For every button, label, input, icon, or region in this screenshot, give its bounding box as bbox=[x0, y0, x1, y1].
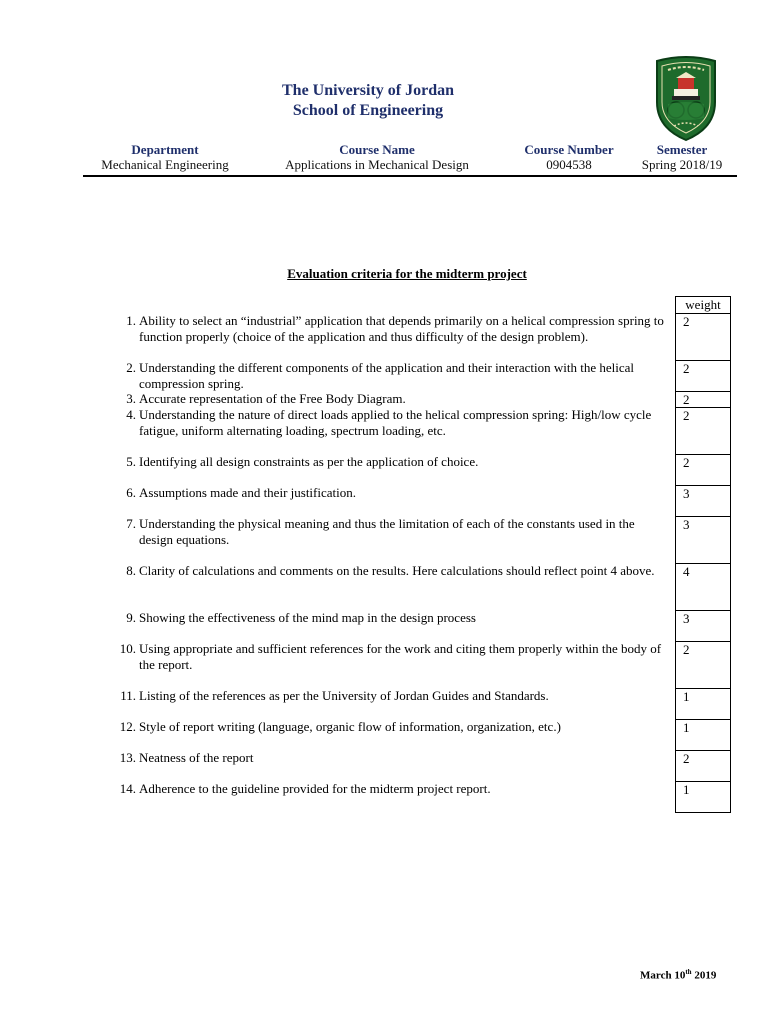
weight-cell-9: 3 bbox=[676, 610, 730, 641]
university-shield-logo bbox=[654, 56, 718, 142]
criterion-number: 13. bbox=[119, 750, 136, 765]
weight-cell-6: 3 bbox=[676, 485, 730, 516]
criterion-number: 7. bbox=[126, 516, 136, 531]
date-month: March bbox=[640, 969, 672, 982]
criterion-text: Accurate representation of the Free Body Diagram. bbox=[139, 391, 406, 406]
department-column bbox=[90, 142, 240, 172]
criterion-number: 14. bbox=[119, 781, 136, 796]
criterion-text: Clarity of calculations and comments on the results. Here calculations should reflect point 4 above. bbox=[139, 563, 655, 578]
weight-cell-5: 2 bbox=[676, 454, 730, 485]
weight-cell-13: 2 bbox=[676, 750, 730, 781]
university-name: The University of Jordan bbox=[282, 82, 454, 99]
criterion-text: Adherence to the guideline provided for the midterm project report. bbox=[139, 781, 491, 796]
criterion-number: 3. bbox=[126, 391, 136, 406]
criterion-number: 9. bbox=[126, 610, 136, 625]
course-name-value: Applications in Mechanical Design bbox=[285, 157, 469, 172]
date-day: 10 bbox=[674, 969, 686, 982]
school-name: School of Engineering bbox=[292, 102, 444, 119]
course-number-column bbox=[517, 142, 621, 172]
criterion-text: Using appropriate and sufficient references for the work and citing them properly within the body of the report. bbox=[139, 641, 662, 672]
weight-cell-7: 3 bbox=[676, 516, 730, 563]
weight-cell-1: 2 bbox=[676, 313, 730, 360]
weight-cell-4: 2 bbox=[676, 407, 730, 454]
weight-cell-10: 2 bbox=[676, 641, 730, 688]
weight-cell-2: 2 bbox=[676, 360, 730, 391]
weight-table bbox=[675, 296, 731, 813]
criterion-text: Listing of the references as per the University of Jordan Guides and Standards. bbox=[139, 688, 549, 703]
criterion-text: Identifying all design constraints as per the application of choice. bbox=[139, 454, 479, 469]
course-name-heading: Course Name bbox=[339, 142, 415, 157]
criterion-number: 5. bbox=[126, 454, 136, 469]
criterion-text: Understanding the nature of direct loads applied to the helical compression spring: High/low cycle fatigue, uniform alternating loading, spectrum loading, etc. bbox=[139, 407, 652, 438]
criterion-number: 11. bbox=[120, 688, 136, 703]
document-title: Evaluation criteria for the midterm project bbox=[287, 266, 527, 281]
course-name-column bbox=[272, 142, 482, 172]
header-divider bbox=[83, 175, 737, 177]
semester-heading: Semester bbox=[656, 142, 708, 157]
criterion-text: Style of report writing (language, organic flow of information, organization, etc.) bbox=[139, 719, 561, 734]
course-number-heading: Course Number bbox=[524, 142, 614, 157]
criterion-number: 12. bbox=[119, 719, 136, 734]
criterion-text: Assumptions made and their justification. bbox=[139, 485, 356, 500]
semester-value: Spring 2018/19 bbox=[641, 157, 723, 172]
document-date bbox=[640, 966, 716, 983]
department-value: Mechanical Engineering bbox=[101, 157, 229, 172]
criterion-number: 10. bbox=[119, 641, 136, 656]
criterion-number: 4. bbox=[126, 407, 136, 422]
date-suffix: th bbox=[685, 968, 692, 976]
weight-cell-14: 1 bbox=[676, 781, 730, 812]
criterion-number: 6. bbox=[126, 485, 136, 500]
criterion-text: Understanding the physical meaning and thus the limitation of each of the constants used in the design equations. bbox=[139, 516, 635, 547]
weight-header: weight bbox=[685, 297, 721, 312]
criterion-text: Neatness of the report bbox=[139, 750, 254, 765]
department-heading: Department bbox=[131, 142, 199, 157]
weight-cell-8: 4 bbox=[676, 563, 730, 610]
criterion-text: Ability to select an “industrial” application that depends primarily on a helical compression spring to function properly (choice of the application and thus difficulty of the design problem). bbox=[139, 313, 664, 344]
criterion-text: Showing the effectiveness of the mind map in the design process bbox=[139, 610, 476, 625]
date-year: 2019 bbox=[694, 969, 717, 982]
weight-cell-11: 1 bbox=[676, 688, 730, 719]
criterion-number: 2. bbox=[126, 360, 136, 375]
weight-cell-3: 2 bbox=[676, 391, 730, 407]
semester-column bbox=[634, 142, 730, 172]
criterion-number: 1. bbox=[126, 313, 136, 328]
weight-cell-12: 1 bbox=[676, 719, 730, 750]
criterion-text: Understanding the different components of the application and their interaction with the helical compression spring. bbox=[139, 360, 635, 391]
criterion-number: 8. bbox=[126, 563, 136, 578]
course-number-value: 0904538 bbox=[546, 157, 592, 172]
